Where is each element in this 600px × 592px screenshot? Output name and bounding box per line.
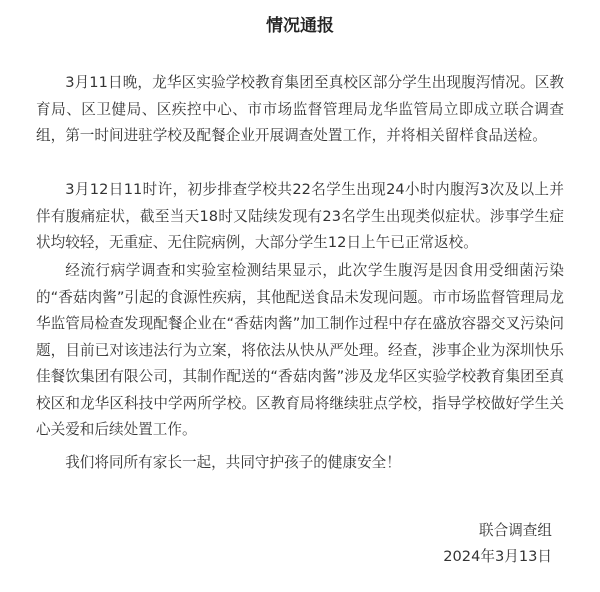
- paragraph-investigation: 经流行病学调查和实验室检测结果显示，此次学生腹泻是因食用受细菌污染的“香菇肉酱”引起的食源性疾病，其他配送食品未发现问题。市市场监督管理局龙华监管局检查发现配餐企业在“香菇肉酱”加工制作过程中存在盛放容器交叉污染问题，目前已对该违法行为立案，将依法从快从严处理。经查，涉事企业为深圳快乐佳餐饮集团有限公司，其制作配送的“香菇肉酱”涉及龙华区实验学校教育集团至真校区和龙华区科技中学两所学校。区教育局将继续驻点学校，指导学校做好学生关心关爱和后续处置工作。: [36, 262, 564, 438]
- paragraph-incident: 3月11日晚，龙华区实验学校教育集团至真校区部分学生出现腹泻情况。区教育局、区卫健局、区疾控中心、市市场监督管理局龙华监管局立即成立联合调查组，第一时间进驻学校及配餐企业开展调查处置工作，并将相关留样食品送检。: [36, 74, 564, 144]
- signature-date: 2024年3月13日: [443, 548, 552, 565]
- notice-title: 情况通报: [266, 16, 334, 36]
- paragraph-screening: 3月12日11时许，初步排查学校共22名学生出现24小时内腹泻3次及以上并伴有腹痛症状，截至当天18时又陆续发现有23名学生出现类似症状。涉事学生症状均较轻，无重症、无住院病例，大部分学生12日上午已正常返校。: [36, 181, 564, 251]
- paragraph-closing: 我们将同所有家长一起，共同守护孩子的健康安全！: [65, 454, 401, 471]
- signature-org: 联合调查组: [479, 522, 552, 539]
